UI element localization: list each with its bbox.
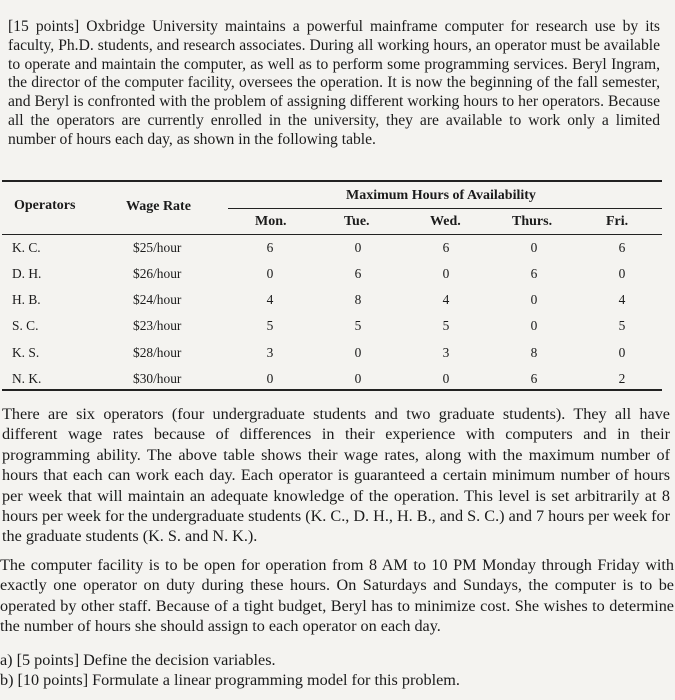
hours-tue: 0 <box>354 371 362 386</box>
facility-paragraph: The computer facility is to be open for operation from 8 AM to 10 PM Monday through Friday with exactly one operator on duty during these hours. On Saturdays and Sundays, the computer is to be operated by other staff. Because of a tight budget, Beryl has to minimize cost. She wishes to determine the number of hours she should assign to each operator on each day. <box>0 556 674 636</box>
hours-fri: 6 <box>618 240 626 255</box>
hours-wed: 3 <box>442 345 450 360</box>
hours-mon: 6 <box>266 240 274 255</box>
header-day-mon: Mon. <box>255 214 287 229</box>
question-a: a) [5 points] Define the decision variables. <box>0 651 276 669</box>
hours-fri: 4 <box>618 292 626 307</box>
hours-wed: 0 <box>442 371 450 386</box>
hours-tue: 6 <box>354 266 362 281</box>
hours-mon: 4 <box>266 292 274 307</box>
hours-thurs: 6 <box>530 371 538 386</box>
hours-fri: 2 <box>618 371 626 386</box>
hours-fri: 5 <box>618 318 626 333</box>
hours-thurs: 0 <box>530 292 538 307</box>
hours-mon: 0 <box>266 266 274 281</box>
hours-fri: 0 <box>618 266 626 281</box>
header-wage-rate: Wage Rate <box>126 199 191 214</box>
operators-paragraph: There are six operators (four undergraduate students and two graduate students). They all have different wage rates because of differences in their experience with computers and in their programming ability. The above table shows their wage rates, along with the maximum number of hours that each can work each day. Each operator is guaranteed a certain minimum number of hours per week that will maintain an adequate knowledge of the operation. This level is set arbitrarily at 8 hours per week for the undergraduate students (K. C., D. H., H. B., and S. C.) and 7 hours per week for the graduate students (K. S. and N. K.). <box>2 405 670 546</box>
wage-rate: $25/hour <box>133 240 182 255</box>
hours-wed: 0 <box>442 266 450 281</box>
wage-rate: $28/hour <box>133 345 182 360</box>
group-header-rule <box>228 208 662 209</box>
hours-tue: 0 <box>354 240 362 255</box>
hours-mon: 3 <box>266 345 274 360</box>
operator-name: K. C. <box>12 240 41 255</box>
hours-thurs: 8 <box>530 345 538 360</box>
hours-thurs: 0 <box>530 240 538 255</box>
hours-mon: 0 <box>266 371 274 386</box>
operator-name: S. C. <box>12 318 39 333</box>
wage-rate: $23/hour <box>133 318 182 333</box>
header-operators: Operators <box>14 198 76 213</box>
hours-fri: 0 <box>618 345 626 360</box>
question-b: b) [10 points] Formulate a linear programming model for this problem. <box>0 671 460 689</box>
hours-wed: 4 <box>442 292 450 307</box>
table-bottom-rule <box>2 389 662 391</box>
hours-thurs: 0 <box>530 318 538 333</box>
table-top-rule <box>2 180 662 182</box>
operator-name: D. H. <box>12 266 42 281</box>
hours-thurs: 6 <box>530 266 538 281</box>
hours-tue: 8 <box>354 292 362 307</box>
header-day-fri: Fri. <box>606 214 629 229</box>
hours-wed: 6 <box>442 240 450 255</box>
wage-rate: $24/hour <box>133 292 182 307</box>
operator-name: N. K. <box>12 371 42 386</box>
wage-rate: $26/hour <box>133 266 182 281</box>
hours-wed: 5 <box>442 318 450 333</box>
header-day-tue: Tue. <box>344 214 370 229</box>
operator-name: K. S. <box>12 345 40 360</box>
hours-mon: 5 <box>266 318 274 333</box>
table-header-rule <box>2 234 662 235</box>
operator-name: H. B. <box>12 292 41 307</box>
header-day-thurs: Thurs. <box>512 214 553 229</box>
intro-paragraph: [15 points] Oxbridge University maintains a powerful mainframe computer for research use by its faculty, Ph.D. students, and research associates. During all working hours, an operator must be available to operate and maintain the computer, as well as to perform some programming services. Beryl Ingram, the director of the computer facility, oversees the operation. It is now the beginning of the fall semester, and Beryl is confronted with the problem of assigning different working hours to her operators. Because all the operators are currently enrolled in the university, they are available to work only a limited number of hours each day, as shown in the following table. <box>8 18 660 148</box>
wage-rate: $30/hour <box>133 371 182 386</box>
header-max-hours: Maximum Hours of Availability <box>346 188 536 203</box>
hours-tue: 0 <box>354 345 362 360</box>
hours-tue: 5 <box>354 318 362 333</box>
header-day-wed: Wed. <box>430 214 461 229</box>
